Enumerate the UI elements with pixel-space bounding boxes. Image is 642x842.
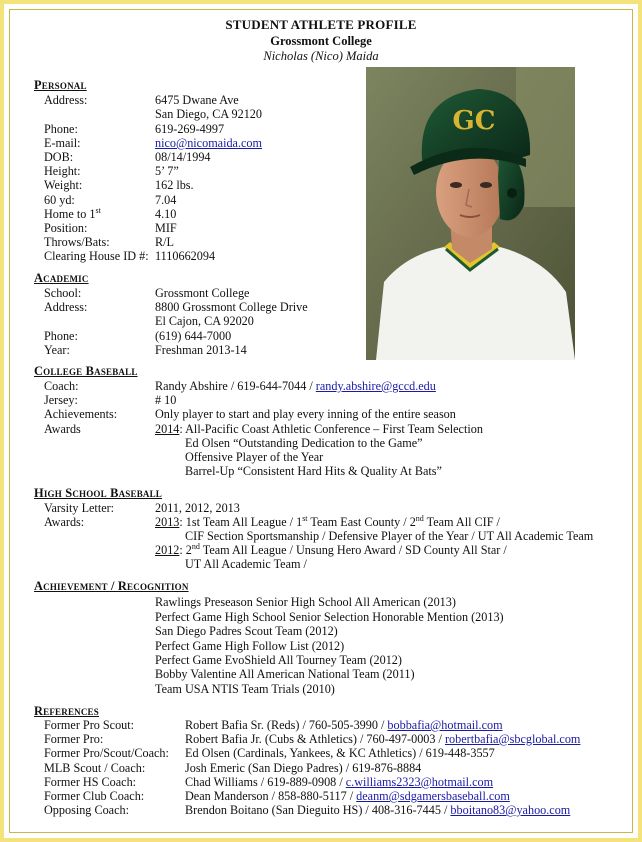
personal-value: 162 lbs. [155,178,194,192]
personal-label: Throws/Bats: [44,235,110,249]
award-line: Ed Olsen “Outstanding Dedication to the Game” [185,436,423,450]
list-item: Rawlings Preseason Senior High School All American (2013) [155,595,456,609]
reference-value: Chad Williams / 619-889-0908 / c.williams2323@hotmail.com [185,775,494,789]
section-title-high-school-baseball: High School Baseball [34,486,163,500]
list-item: Perfect Game High School Senior Selection Honorable Mention (2013) [155,610,504,624]
personal-value: 5’ 7” [155,164,179,178]
personal-label: E-mail: [44,136,81,150]
academic-value: Freshman 2013-14 [155,343,247,357]
reference-value: Robert Bafia Jr. (Cubs & Athletics) / 760-497-0003 / robertbafia@sbcglobal.com [185,732,581,746]
reference-email-link[interactable]: deanm@sdgamersbaseball.com [356,789,510,803]
award-line: 2012: 2nd Team All League / Unsung Hero Award / SD County All Star / [155,541,507,557]
section-title-achievement: Achievement / Recognition [34,579,189,593]
personal-label: Phone: [44,122,78,136]
section-title-references: References [34,704,99,718]
varsity-value: 2011, 2012, 2013 [155,501,240,515]
academic-value: (619) 644-7000 [155,329,232,343]
reference-value: Brendon Boitano (San Dieguito HS) / 408-316-7445 / bboitano83@yahoo.com [185,803,571,817]
reference-value: Dean Manderson / 858-880-5117 / deanm@sdgamersbaseball.com [185,789,510,803]
personal-label: DOB: [44,150,74,164]
personal-label: 60 yd: [44,193,75,207]
reference-label: Former Club Coach: [44,789,145,803]
section-title-personal: Personal [34,78,87,92]
award-line: 2014: All-Pacific Coast Athletic Conference – First Team Selection [155,422,483,436]
personal-label: Weight: [44,178,83,192]
personal-label: Position: [44,221,88,235]
personal-label: Home to 1st [44,205,101,221]
personal-value: 1110662094 [155,249,216,263]
reference-label: MLB Scout / Coach: [44,761,146,775]
personal-label: Address: [44,93,88,107]
academic-label: School: [44,286,82,300]
academic-value: 8800 Grossmont College Drive [155,300,308,314]
achievements-value: Only player to start and play every inning of the entire season [155,407,456,421]
personal-value: MIF [155,221,177,235]
award-line: 2013: 1st Team All League / 1st Team East County / 2nd Team All CIF / [155,513,500,529]
reference-label: Former Pro/Scout/Coach: [44,746,169,760]
jersey-value: # 10 [155,393,177,407]
list-item: Team USA NTIS Team Trials (2010) [155,682,335,696]
hs-awards-label: Awards: [44,515,85,529]
personal-value: 08/14/1994 [155,150,211,164]
coach-label: Coach: [44,379,79,393]
athlete-name: Nicholas (Nico) Maida [263,49,379,63]
academic-value: El Cajon, CA 92020 [155,314,254,328]
section-title-college-baseball: College Baseball [34,364,138,378]
personal-label: Clearing House ID #: [44,249,149,263]
academic-label: Year: [44,343,70,357]
personal-value: 619-269-4997 [155,122,225,136]
jersey-label: Jersey: [44,393,78,407]
personal-value: 4.10 [155,207,177,221]
svg-text:GC: GC [452,106,496,136]
awards-label: Awards [44,422,81,436]
reference-email-link[interactable]: robertbafia@sbcglobal.com [444,732,581,746]
athlete-photo-illustration [366,67,575,360]
page-title: STUDENT ATHLETE PROFILE [225,17,417,32]
athlete-photo [366,67,575,360]
personal-value: R/L [155,235,174,249]
list-item: Perfect Game EvoShield All Tourney Team (2012) [155,653,402,667]
personal-label: Height: [44,164,81,178]
school-name: Grossmont College [270,34,372,48]
achievements-label: Achievements: [44,407,118,421]
reference-email-link[interactable]: c.williams2323@hotmail.com [345,775,494,789]
list-item: San Diego Padres Scout Team (2012) [155,624,338,638]
reference-label: Opposing Coach: [44,803,129,817]
varsity-label: Varsity Letter: [44,501,115,515]
reference-label: Former Pro: [44,732,104,746]
reference-email-link[interactable]: bboitano83@yahoo.com [450,803,571,817]
list-item: Perfect Game High Follow List (2012) [155,639,345,653]
reference-email-link[interactable]: bobbafia@hotmail.com [387,718,503,732]
academic-label: Phone: [44,329,78,343]
section-title-academic: Academic [34,271,89,285]
academic-value: Grossmont College [155,286,250,300]
award-line: Barrel-Up “Consistent Hard Hits & Quality At Bats” [185,464,442,478]
award-line: CIF Section Sportsmanship / Defensive Player of the Year / UT All Academic Team [185,529,594,543]
email-link[interactable]: nico@nicomaida.com [155,136,262,150]
list-item: Bobby Valentine All American National Team (2011) [155,667,415,681]
reference-label: Former HS Coach: [44,775,137,789]
personal-value: 6475 Dwane Ave [155,93,239,107]
personal-value: San Diego, CA 92120 [155,107,262,121]
reference-label: Former Pro Scout: [44,718,135,732]
academic-label: Address: [44,300,88,314]
award-line: UT All Academic Team / [185,557,307,571]
coach-email-link[interactable]: randy.abshire@gccd.edu [315,379,436,393]
coach-value: Randy Abshire / 619-644-7044 / randy.abshire@gccd.edu [155,379,436,393]
award-line: Offensive Player of the Year [185,450,324,464]
personal-value: 7.04 [155,193,177,207]
reference-value: Ed Olsen (Cardinals, Yankees, & KC Athletics) / 619-448-3557 [185,746,495,760]
reference-value: Robert Bafia Sr. (Reds) / 760-505-3990 / bobbafia@hotmail.com [185,718,503,732]
reference-value: Josh Emeric (San Diego Padres) / 619-876-8884 [185,761,422,775]
